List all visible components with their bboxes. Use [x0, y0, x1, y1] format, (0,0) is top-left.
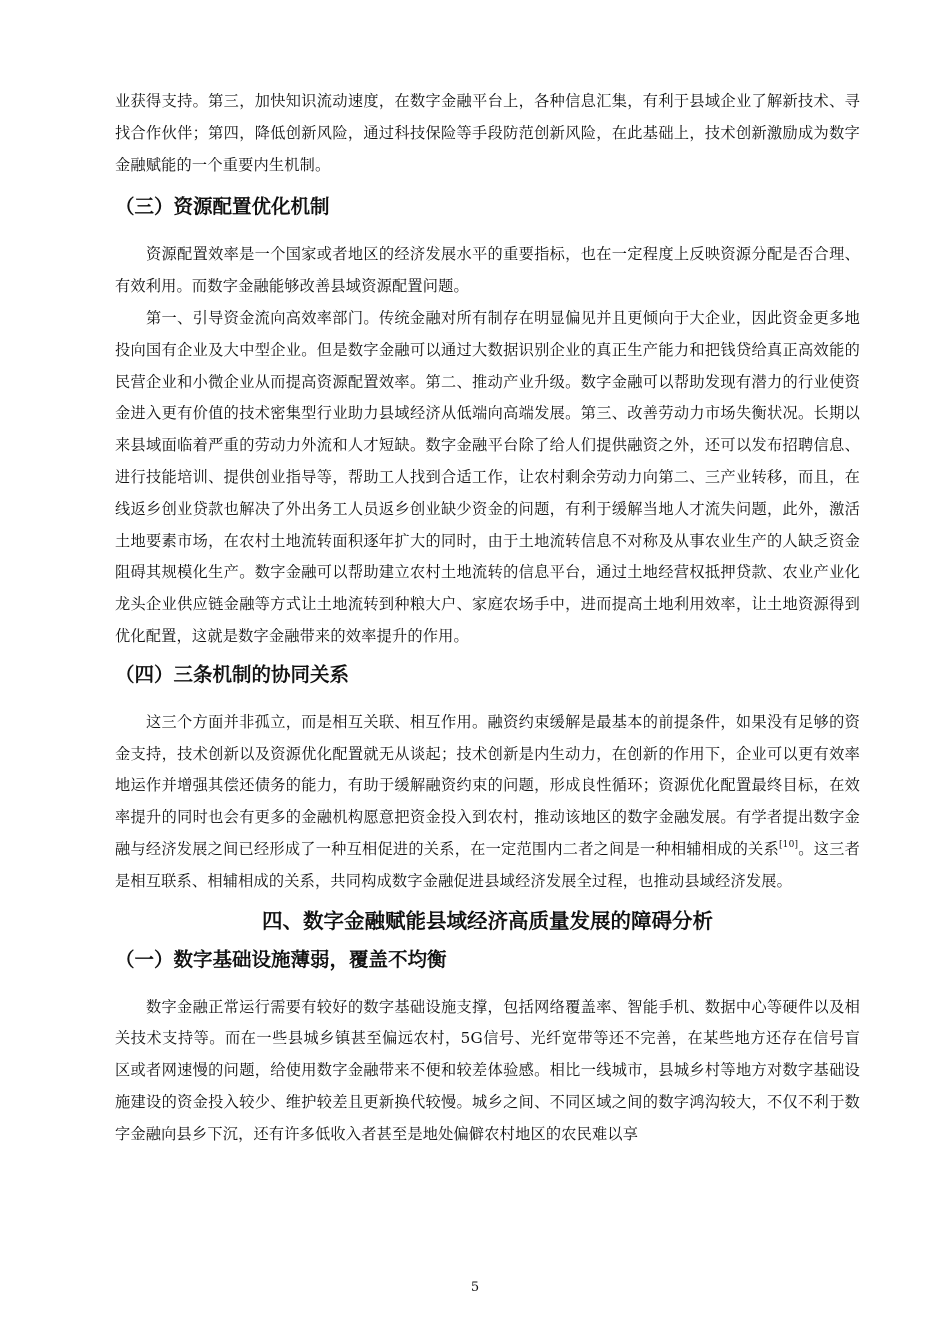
paragraph: 资源配置效率是一个国家或者地区的经济发展水平的重要指标，也在一定程度上反映资源分配是否合理、有效利用。而数字金融能够改善县域资源配置问题。 [115, 245, 860, 296]
paragraph [115, 707, 860, 898]
section-heading-4: （四）三条机制的协同关系 [115, 662, 350, 686]
paragraph-continuation: 业获得支持。第三，加快知识流动速度，在数字金融平台上，各种信息汇集，有利于县域企业了解新技术、寻找合作伙伴；第四，降低创新风险，通过科技保险等手段防范创新风险，在此基础上，技术创新激励成为数字金融赋能的一个重要内生机制。 [115, 92, 860, 174]
page-body [115, 86, 860, 1151]
paragraph-text: 。这三者是相互联系、相辅相成的关系，共同构成数字金融促进县域经济发展全过程，也推动县域经济发展。 [115, 839, 860, 890]
paragraph-text: 这三个方面并非孤立，而是相互关联、相互作用。融资约束缓解是最基本的前提条件，如果没有足够的资金支持，技术创新以及资源优化配置就无从谈起；技术创新是内生动力，在创新的作用下，企业可以更有效率地运作并增强其偿还债务的能力，有助于缓解融资约束的问题，形成良性循环；资源优化配置最终目标，在效率提升的同时也会有更多的金融机构愿意把资金投入到农村，推动该地区的数字金融发展。有学者提出数字金融与经济发展之间已经形成了一种互相促进的关系，在一定范围内二者之间是一种相辅相成的关系 [115, 712, 860, 858]
page-number: 5 [470, 1280, 480, 1295]
section-heading-3: （三）资源配置优化机制 [115, 195, 330, 219]
paragraph: 第一、引导资金流向高效率部门。传统金融对所有制存在明显偏见并且更倾向于大企业，因此资金更多地投向国有企业及大中型企业。但是数字金融可以通过大数据识别企业的真正生产能力和把钱贷给真正高效能的民营企业和小微企业从而提高资源配置效率。第二、推动产业升级。数字金融可以帮助发现有潜力的行业使资金进入更有价值的技术密集型行业助力县域经济从低端向高端发展。第三、改善劳动力市场失衡状况。长期以来县域面临着严重的劳动力外流和人才短缺。数字金融平台除了给人们提供融资之外，还可以发布招聘信息、进行技能培训、提供创业指导等，帮助工人找到合适工作，让农村剩余劳动力向第二、三产业转移，而且，在线返乡创业贷款也解决了外出务工人员返乡创业缺少资金的问题，有利于缓解当地人才流失问题，此外，激活土地要素市场，在农村土地流转面积逐年扩大的同时，由于土地流转信息不对称及从事农业生产的人缺乏资金阻碍其规模化生产。数字金融可以帮助建立农村土地流转的信息平台，通过土地经营权抵押贷款、农业产业化龙头企业供应链金融等方式让土地流转到种粮大户、家庭农场手中，进而提高土地利用效率，让土地资源得到优化配置，这就是数字金融带来的效率提升的作用。 [115, 308, 860, 645]
section-heading-4-1: （一）数字基础设施薄弱，覆盖不均衡 [115, 947, 447, 971]
citation-reference: [10] [778, 839, 799, 850]
paragraph: 数字金融正常运行需要有较好的数字基础设施支撑，包括网络覆盖率、智能手机、数据中心等硬件以及相关技术支持等。而在一些县城乡镇甚至偏远农村，5G信号、光纤宽带等还不完善，在某些地方还存在信号盲区或者网速慢的问题，给使用数字金融带来不便和较差体验感。相比一线城市，县城乡村等地方对数字基础设施建设的资金投入较少、维护较差且更新换代较慢。城乡之间、不同区域之间的数字鸿沟较大，不仅不利于数字金融向县乡下沉，还有许多低收入者甚至是地处偏僻农村地区的农民难以享 [115, 997, 860, 1143]
chapter-heading: 四、数字金融赋能县域经济高质量发展的障碍分析 [262, 908, 713, 933]
